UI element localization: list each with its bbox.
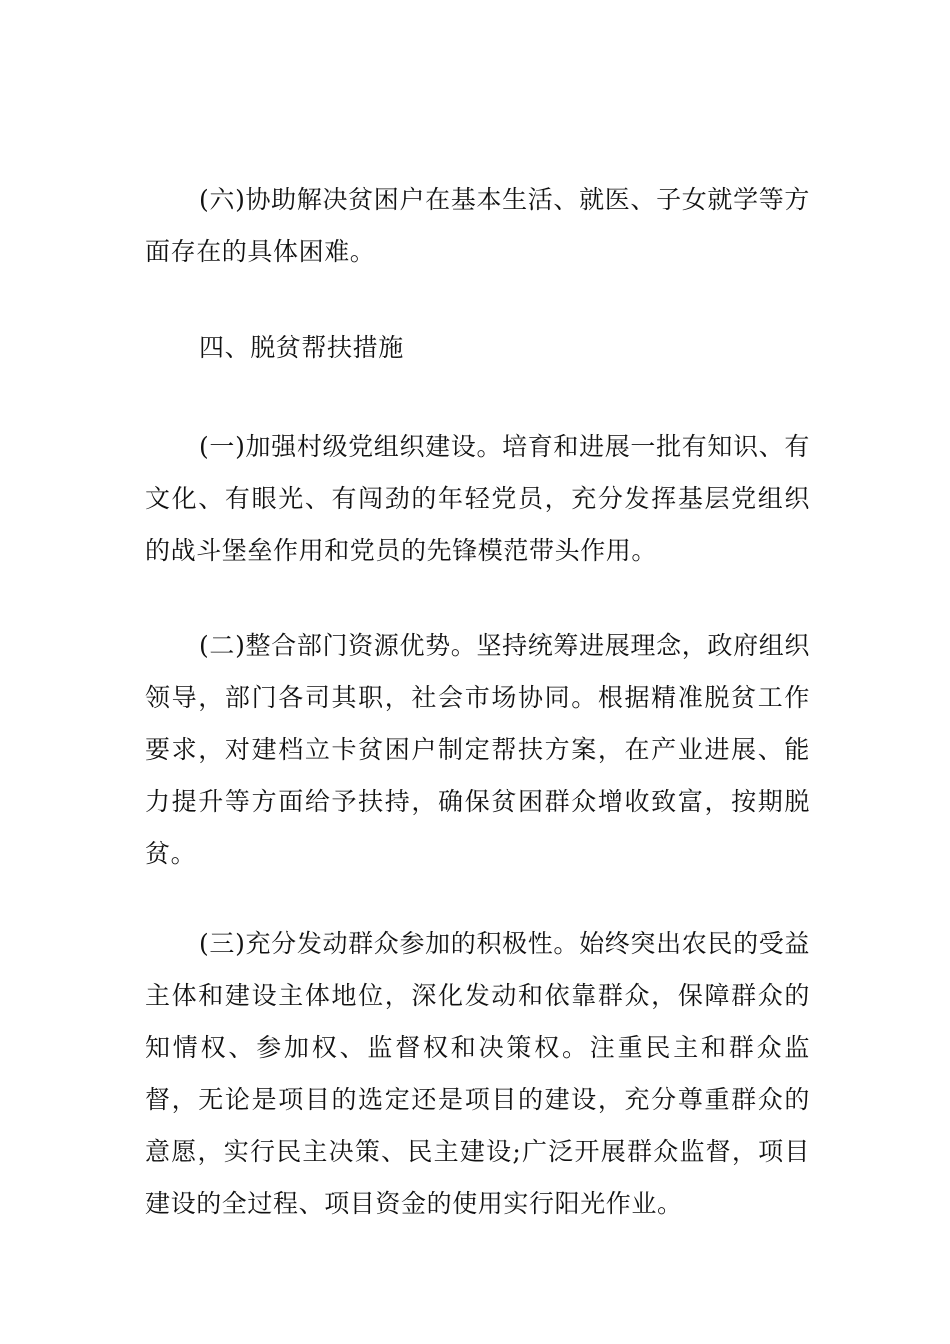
paragraph-six-difficulties: (六)协助解决贫困户在基本生活、就医、子女就学等方面存在的具体困难。 — [145, 185, 810, 266]
paragraph-three-mobilize-masses: (三)充分发动群众参加的积极性。始终突出农民的受益主体和建设主体地位，深化发动和依靠群众，保障群众的知情权、参加权、监督权和决策权。注重民主和群众监督，无论是项目的选定还是项目的建设，充分尊重群众的意愿，实行民主决策、民主建设;广泛开展群众监督，项目建设的全过程、项目资金的使用实行阳光作业。 — [145, 929, 810, 1218]
paragraph-one-party-organization: (一)加强村级党组织建设。培育和进展一批有知识、有文化、有眼光、有闯劲的年轻党员，充分发挥基层党组织的战斗堡垒作用和党员的先锋模范带头作用。 — [145, 432, 810, 565]
section-heading-poverty-measures: 四、脱贫帮扶措施 — [199, 333, 404, 362]
paragraph-two-department-resources: (二)整合部门资源优势。坚持统筹进展理念，政府组织领导，部门各司其职，社会市场协同。根据精准脱贫工作要求，对建档立卡贫困户制定帮扶方案，在产业进展、能力提升等方面给予扶持，确保贫困群众增收致富，按期脱贫。 — [145, 631, 810, 868]
